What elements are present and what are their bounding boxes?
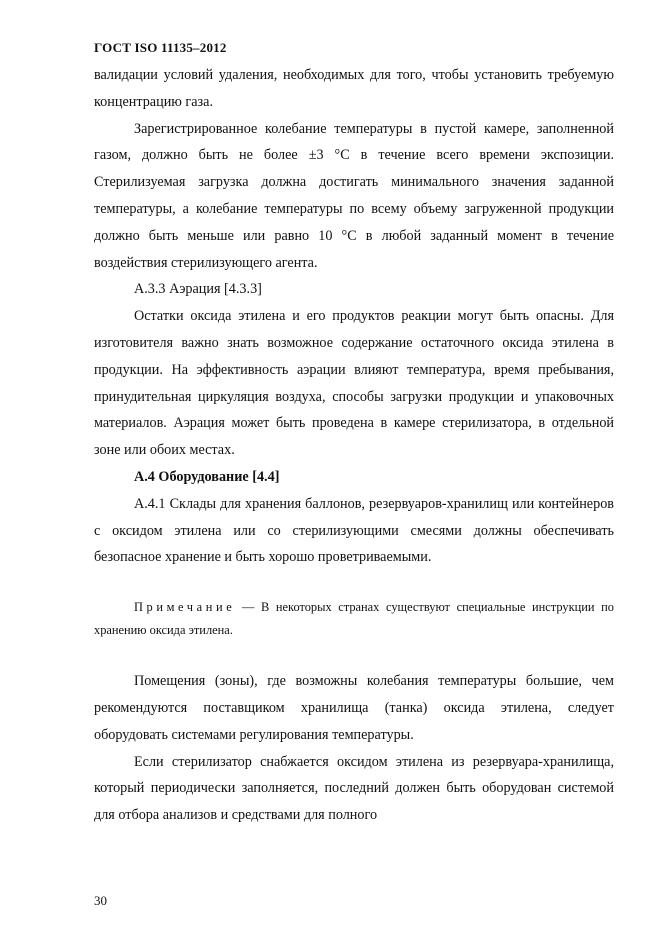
page-header-standard: ГОСТ ISO 11135–2012	[94, 40, 227, 55]
paragraph-sterilizer-supply: Если стерилизатор снабжается оксидом этилена из резервуара-хранилища, который периодически заполняется, последний должен быть оборудован системой для отбора анализов и средствами для полного	[94, 753, 614, 824]
spacer	[94, 571, 614, 596]
section-heading-equipment: А.4 Оборудование [4.4]	[134, 468, 280, 485]
page-number: 30	[94, 893, 107, 908]
paragraph-storage: А.4.1 Склады для хранения баллонов, резервуаров-хранилищ или контейнеров с оксидом этилена или со стерилизующими смесями должны обеспечивать безопасное хранение и быть хорошо проветриваемыми.	[94, 495, 614, 566]
note-label: Примечание	[134, 600, 236, 615]
paragraph-temperature-variation: Зарегистрированное колебание температуры в пустой камере, заполненной газом, должно быть не более ±3 °С в течение всего времени экспозиции. Стерилизуемая загрузка должна достигать минимального значения заданной температуры, а колебание температуры по всему объему загруженной продукции должно быть меньше или равно 10 °С в любой заданный момент в течение воздействия стерилизующего агента.	[94, 120, 614, 271]
paragraph-continuation: валидации условий удаления, необходимых для того, чтобы установить требуемую концентрацию газа.	[94, 67, 614, 110]
document-body	[94, 62, 614, 829]
note-text: — В некоторых странах существуют специальные инструкции по хранению оксида этилена.	[94, 600, 614, 638]
paragraph-rooms: Помещения (зоны), где возможны колебания температуры большие, чем рекомендуются поставщиком хранилища (танка) оксида этилена, следует оборудовать системами регулирования температуры.	[94, 673, 614, 743]
note	[94, 596, 614, 642]
paragraph-aeration: Остатки оксида этилена и его продуктов реакции могут быть опасны. Для изготовителя важно знать возможное содержание остаточного оксида этилена в продукции. На эффективность аэрации влияют температура, время пребывания, принудительная циркуляция воздуха, способы загрузки продукции и упаковочных материалов. Аэрация может быть проведена в камере стерилизатора, в отдельной зоне или обоих местах.	[94, 308, 614, 459]
section-heading-aeration: А.3.3 Аэрация [4.3.3]	[134, 281, 262, 298]
spacer	[94, 642, 614, 668]
